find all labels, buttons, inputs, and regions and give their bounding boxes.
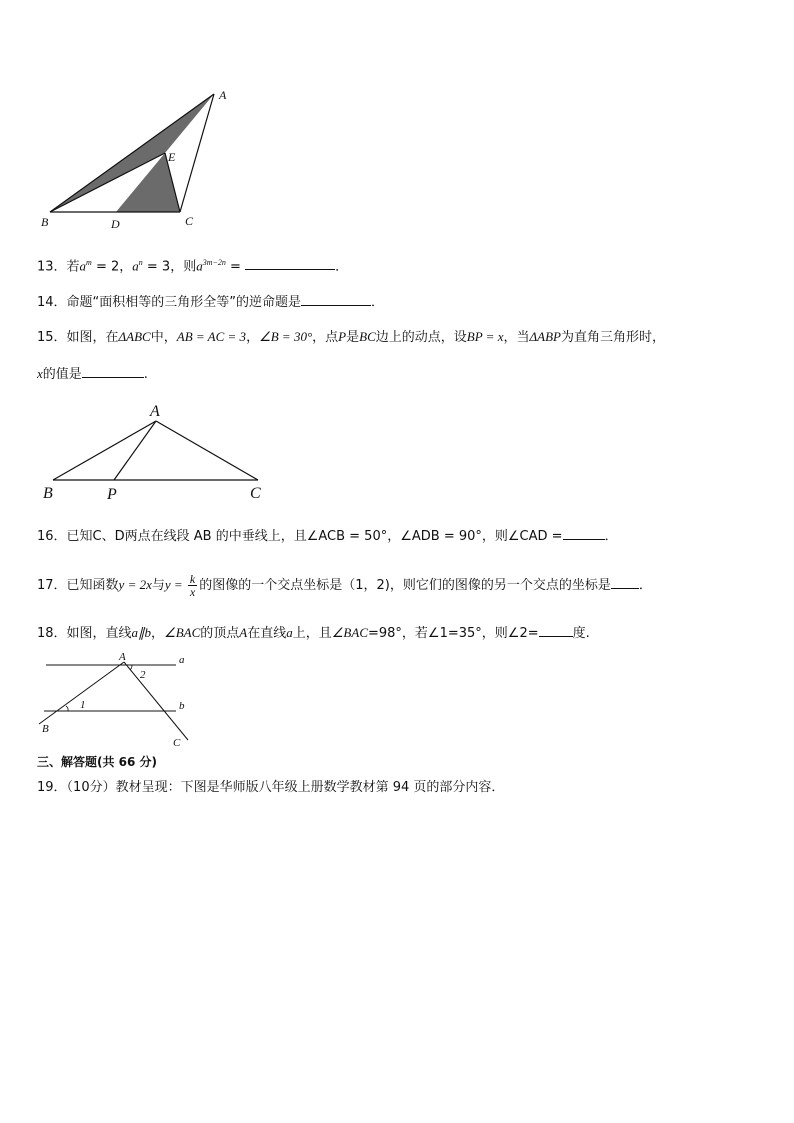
question-14 (37, 291, 384, 312)
q15-point-p: P (338, 329, 347, 344)
q15-x: x (37, 366, 43, 381)
question-19: 19．（10分）教材呈现：下图是华师版八年级上册数学教材第 94 页的部分内容． (37, 780, 505, 795)
q18-line-a: a (286, 625, 293, 640)
q15-expr2: ∠B = 30° (259, 329, 313, 344)
q15-p9: 的值是 (42, 367, 82, 382)
q15-p8: 为直角三角形时， (560, 330, 665, 345)
angle-1-arc (66, 706, 68, 711)
q17-p1: 17．已知函数 (37, 578, 119, 593)
q18-angle-bac-2: ∠BAC (331, 625, 368, 640)
label-b: B (43, 485, 53, 502)
q17-tail: ． (638, 578, 652, 593)
q15-p7: ，当 (503, 330, 530, 345)
q13-answer-blank[interactable] (245, 255, 335, 270)
question-15-line1 (37, 328, 665, 347)
q15-p6: 边上的动点，设 (375, 330, 467, 345)
label-line-a: a (179, 654, 185, 666)
q14-text: 14．命题“面积相等的三角形全等”的逆命题是 (37, 295, 302, 310)
segment-ab (39, 662, 124, 724)
question-16 (37, 525, 618, 546)
q15-p5: 是 (346, 330, 360, 345)
q13-eq2: = 3，则 (142, 259, 197, 275)
q15-triangle-abp: ΔABP (529, 329, 561, 344)
label-one: 1 (80, 699, 86, 711)
q16-answer-blank[interactable] (563, 525, 605, 540)
q13-tail: ． (335, 259, 349, 275)
segment-ap (114, 421, 156, 480)
q16-tail: ． (604, 529, 618, 544)
q16-text: 16．已知C、D两点在线段 AB 的中垂线上，且∠ACB = 50°，∠ADB = 90°，则∠CAD = (37, 529, 563, 544)
q13-an-exp: n (138, 258, 143, 267)
q13-base: a (196, 258, 203, 274)
q18-p3: 的顶点 (200, 626, 240, 641)
q15-triangle-abc: ΔABC (118, 329, 151, 344)
question-13 (37, 254, 348, 276)
q15-tail: . (143, 367, 148, 382)
label-b: B (41, 215, 49, 229)
section-3-title: 三、解答题(共 66 分) (37, 755, 158, 769)
q15-expr3: BP = x (466, 329, 504, 344)
q13-number: 13．若 (37, 259, 80, 275)
q15-p3: ， (246, 330, 260, 345)
q17-answer-blank[interactable] (611, 574, 639, 589)
q13-eq1: = 2， (91, 259, 133, 275)
q18-p1: 18．如图，直线 (37, 626, 132, 641)
q15-expr1: AB = AC = 3 (176, 329, 247, 344)
angle-2-arc (130, 665, 132, 670)
q15-p1: 15．如图，在 (37, 330, 119, 345)
label-a: A (150, 403, 160, 420)
q13-base-exp: 3m−2n (202, 258, 226, 267)
q18-parallel: a∥b (131, 625, 152, 640)
q18-p5: 上，且 (292, 626, 332, 641)
q13-am: a (79, 258, 87, 274)
q17-numerator: k (189, 572, 196, 586)
label-a-point: A (119, 651, 126, 663)
label-line-b: b (179, 700, 185, 712)
label-c: C (185, 214, 194, 228)
label-c: C (250, 485, 261, 502)
q15-p2: 中， (150, 330, 177, 345)
q18-answer-blank[interactable] (539, 622, 573, 637)
question-18 (37, 622, 590, 643)
q13-an: a (132, 258, 139, 274)
q18-p2: ， (151, 626, 165, 641)
label-d: D (111, 217, 120, 231)
question-17 (37, 568, 652, 603)
label-e: E (168, 150, 176, 164)
label-c-point: C (173, 737, 181, 748)
figure-triangle-abp (38, 400, 268, 505)
q17-p2: 与 (151, 578, 165, 593)
segment-ac (156, 421, 258, 480)
q15-p4: ，点 (312, 330, 339, 345)
label-p: P (107, 486, 117, 503)
q17-denominator: x (189, 585, 196, 599)
q17-function2: y = (164, 577, 186, 592)
q17-fraction (188, 573, 197, 598)
segment-ab (53, 421, 156, 480)
figure-parallel-lines (36, 648, 206, 748)
q13-eq3: = (225, 259, 246, 275)
q14-tail: ． (371, 295, 385, 310)
q18-tail: 度. (572, 626, 590, 641)
figure-triangle-abc-de (30, 80, 240, 240)
q15-answer-blank[interactable] (82, 363, 144, 378)
q18-p4: 在直线 (247, 626, 287, 641)
q18-point-a: A (239, 625, 248, 640)
q18-angle-bac: ∠BAC (164, 625, 201, 640)
label-b-point: B (42, 723, 49, 735)
question-15-line2 (37, 363, 148, 384)
q17-function1: y = 2x (118, 577, 152, 592)
q15-bc: BC (359, 329, 376, 344)
label-a: A (219, 88, 227, 102)
q18-p6: =98°，若∠1=35°，则∠2= (368, 626, 539, 641)
q17-p3: 的图像的一个交点坐标是（1，2)，则它们的图像的另一个交点的坐标是 (199, 578, 611, 593)
label-two: 2 (140, 669, 146, 681)
q14-answer-blank[interactable] (301, 291, 371, 306)
q13-am-exp: m (86, 258, 92, 267)
